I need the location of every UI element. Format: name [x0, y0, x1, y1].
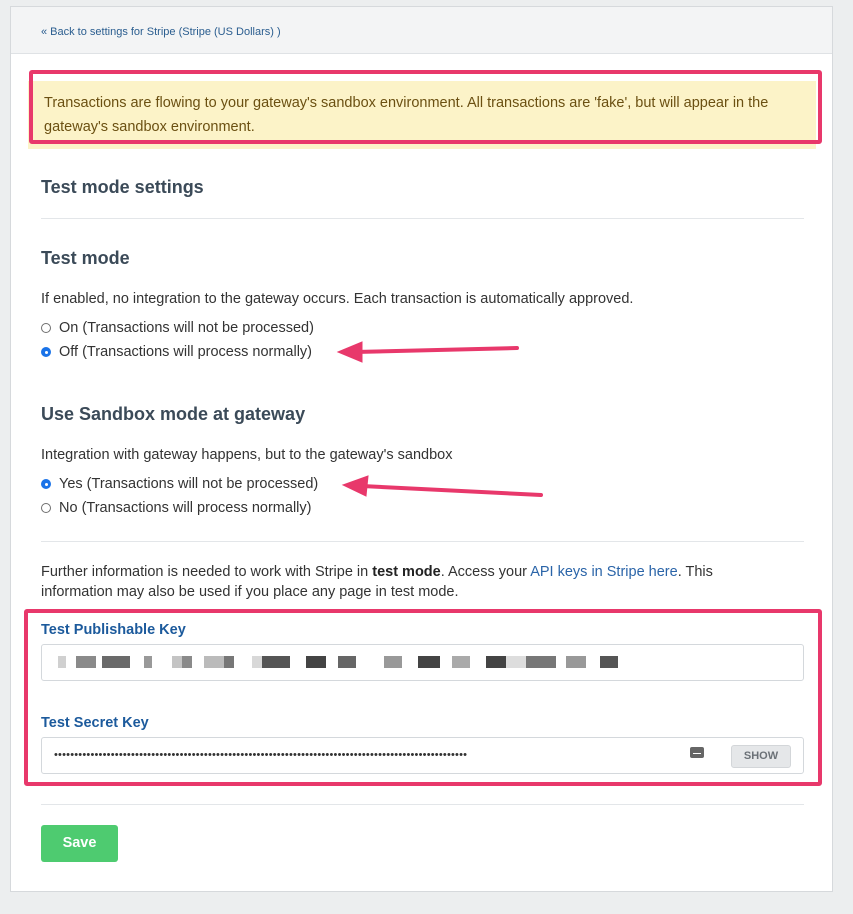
sandbox-notice-text: Transactions are flowing to your gateway's sandbox environment. All transactions are 'fake', but will appear in the gateway's sandbox environment. — [44, 95, 769, 135]
divider — [41, 804, 804, 805]
test-mode-off-option[interactable] — [41, 344, 312, 360]
radio-label: On (Transactions will not be processed) — [59, 320, 314, 336]
sandbox-mode-description: Integration with gateway happens, but to the gateway's sandbox — [41, 447, 453, 463]
test-mode-title: Test mode — [41, 248, 130, 268]
publishable-key-label: Test Publishable Key — [41, 622, 186, 638]
notice-highlight-box — [29, 70, 822, 144]
keys-highlight-box — [24, 609, 822, 786]
sandbox-yes-option[interactable] — [41, 476, 318, 492]
save-button[interactable]: Save — [41, 825, 118, 862]
radio-button-checked[interactable] — [41, 347, 51, 357]
secret-key-masked-value: •••••••••••••••••••••••••••••••••••••••••••••••••••••••••••••••••••••••••••••••••••••••••••••••••••••• — [54, 749, 468, 761]
divider — [41, 541, 804, 542]
info-text: Further information is needed to work with Stripe in — [41, 564, 373, 580]
radio-button-checked[interactable] — [41, 479, 51, 489]
panel-header — [11, 7, 832, 54]
radio-button[interactable] — [41, 323, 51, 333]
sandbox-mode-title: Use Sandbox mode at gateway — [41, 404, 306, 424]
radio-button[interactable] — [41, 503, 51, 513]
radio-label: Off (Transactions will process normally) — [59, 344, 313, 360]
info-text: . Access your — [440, 564, 531, 580]
test-mode-on-option[interactable] — [41, 320, 314, 336]
page-title: Test mode settings — [41, 177, 204, 197]
divider — [41, 218, 804, 219]
api-keys-link[interactable]: API keys in Stripe here — [530, 564, 678, 580]
radio-label: No (Transactions will process normally) — [59, 500, 312, 516]
radio-label: Yes (Transactions will not be processed) — [59, 476, 319, 492]
secret-key-label: Test Secret Key — [41, 715, 149, 731]
info-text: . This information may also be used if you place any page in test mode. — [41, 564, 713, 600]
sandbox-no-option[interactable] — [41, 500, 311, 516]
info-bold: test mode — [372, 564, 441, 580]
api-info-text — [41, 562, 781, 602]
test-mode-description: If enabled, no integration to the gateway occurs. Each transaction is automatically approved. — [41, 291, 634, 307]
show-secret-button[interactable]: SHOW — [731, 745, 791, 768]
back-to-settings-link[interactable]: « Back to settings for Stripe (Stripe (US Dollars) ) — [41, 26, 281, 38]
